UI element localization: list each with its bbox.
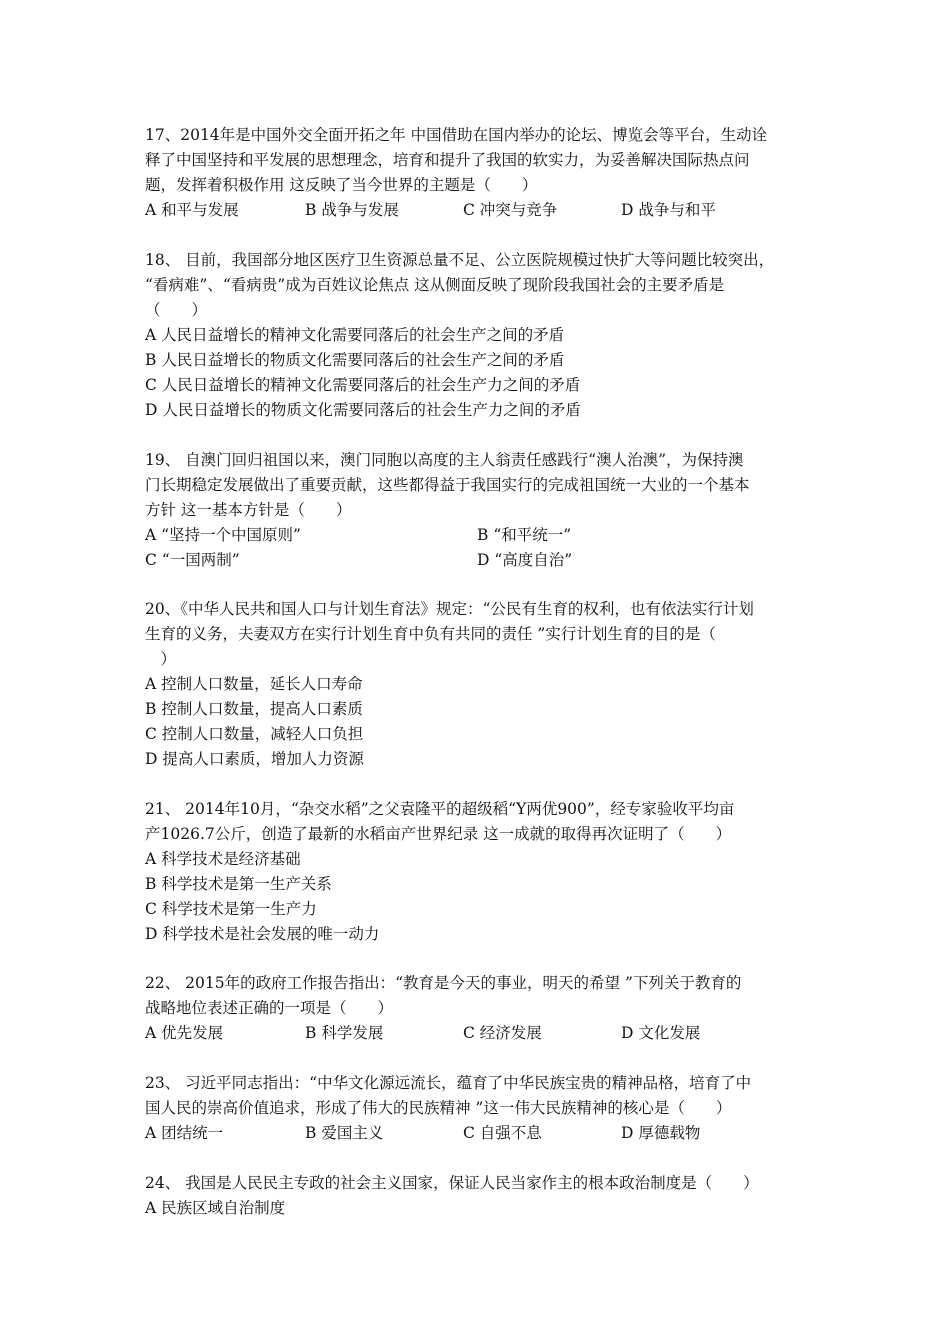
option-a: A 控制人口数量，延长人口寿命 <box>145 675 363 693</box>
question-24 <box>145 1171 815 1221</box>
option-d: D “高度自治” <box>477 551 573 569</box>
option-b: B 人民日益增长的物质文化需要同落后的社会生产之间的矛盾 <box>145 351 565 369</box>
question-text-line: 24、 我国是人民民主专政的社会主义国家，保证人民当家作主的根本政治制度是（ ） <box>145 1174 759 1192</box>
options-row <box>145 1021 815 1046</box>
option-a: A 科学技术是经济基础 <box>145 850 301 868</box>
question-text-line: 战略地位表述正确的一项是（ ） <box>145 999 394 1017</box>
option-d: D 厚德载物 <box>621 1124 701 1142</box>
option-b: B “和平统一” <box>477 526 572 544</box>
question-17 <box>145 123 815 223</box>
option-a: A 和平与发展 <box>145 201 239 219</box>
option-c: C 经济发展 <box>463 1024 542 1042</box>
option-d: D 人民日益增长的物质文化需要同落后的社会生产力之间的矛盾 <box>145 401 581 419</box>
option-d: D 提高人口素质，增加人力资源 <box>145 750 364 768</box>
option-a: A “坚持一个中国原则” <box>145 526 301 544</box>
question-text-line: 17、2014年是中国外交全面开拓之年 中国借助在国内举办的论坛、博览会等平台，生动诠 <box>145 126 768 144</box>
option-b: B 战争与发展 <box>305 201 399 219</box>
question-text-line: 释了中国坚持和平发展的思想理念，培育和提升了我国的软实力，为妥善解决国际热点问 <box>145 151 750 169</box>
question-text-line: 生育的义务，夫妻双方在实行计划生育中负有共同的责任 ”实行计划生育的目的是（ <box>145 625 716 643</box>
question-text-line: 产1026.7公斤，创造了最新的水稻亩产世界纪录 这一成就的取得再次证明了（ ） <box>145 825 732 843</box>
question-18 <box>145 248 815 423</box>
option-d: D 战争与和平 <box>621 201 716 219</box>
question-text-line: 方针 这一基本方针是（ ） <box>145 501 352 519</box>
question-20 <box>145 597 815 772</box>
option-b: B 控制人口数量，提高人口素质 <box>145 700 363 718</box>
options-row <box>145 1121 815 1146</box>
question-text-line: 题，发挥着积极作用 这反映了当今世界的主题是（ ） <box>145 176 538 194</box>
option-a: A 团结统一 <box>145 1124 224 1142</box>
question-21 <box>145 797 815 947</box>
option-c: C 控制人口数量，减轻人口负担 <box>145 725 364 743</box>
option-c: C 科学技术是第一生产力 <box>145 900 317 918</box>
options-row <box>145 523 815 548</box>
options-row <box>145 548 815 573</box>
question-text-line: 国人民的崇高价值追求，形成了伟大的民族精神 ”这一伟大民族精神的核心是（ ） <box>145 1099 732 1117</box>
options-row <box>145 198 815 223</box>
question-23 <box>145 1071 815 1146</box>
option-a: A 人民日益增长的精神文化需要同落后的社会生产之间的矛盾 <box>145 326 565 344</box>
question-text-line: “看病难”、“看病贵”成为百姓议论焦点 这从侧面反映了现阶段我国社会的主要矛盾是 <box>145 276 725 294</box>
question-text-line: 20、《中华人民共和国人口与计划生育法》规定：“公民有生育的权利，也有依法实行计划 <box>145 600 754 618</box>
option-c: C 冲突与竞争 <box>463 201 558 219</box>
question-text-line: （ ） <box>145 301 208 319</box>
question-text-line: 19、 自澳门回归祖国以来，澳门同胞以高度的主人翁责任感践行“澳人治澳”，为保持澳 <box>145 451 744 469</box>
question-text-line: 22、 2015年的政府工作报告指出：“教育是今天的事业，明天的希望 ”下列关于教育的 <box>145 974 742 992</box>
question-19 <box>145 448 815 573</box>
option-b: B 爱国主义 <box>305 1124 384 1142</box>
option-b: B 科学技术是第一生产关系 <box>145 875 332 893</box>
question-text-line: 18、 目前，我国部分地区医疗卫生资源总量不足、公立医院规模过快扩大等问题比较突出， <box>145 251 775 269</box>
option-d: D 科学技术是社会发展的唯一动力 <box>145 925 380 943</box>
option-c: C 人民日益增长的精神文化需要同落后的社会生产力之间的矛盾 <box>145 376 581 394</box>
option-c: C 自强不息 <box>463 1124 542 1142</box>
option-d: D 文化发展 <box>621 1024 701 1042</box>
question-text-line: 23、 习近平同志指出：“中华文化源远流长，蕴育了中华民族宝贵的精神品格，培育了中 <box>145 1074 752 1092</box>
option-c: C “一国两制” <box>145 551 240 569</box>
option-a: A 优先发展 <box>145 1024 224 1042</box>
question-text-line: ） <box>145 650 177 668</box>
option-a: A 民族区域自治制度 <box>145 1199 286 1217</box>
question-22 <box>145 971 815 1046</box>
question-text-line: 21、 2014年10月，“杂交水稻”之父袁隆平的超级稻“Y两优900”，经专家验收平均亩 <box>145 800 735 818</box>
question-text-line: 门长期稳定发展做出了重要贡献，这些都得益于我国实行的完成祖国统一大业的一个基本 <box>145 476 750 494</box>
option-b: B 科学发展 <box>305 1024 384 1042</box>
